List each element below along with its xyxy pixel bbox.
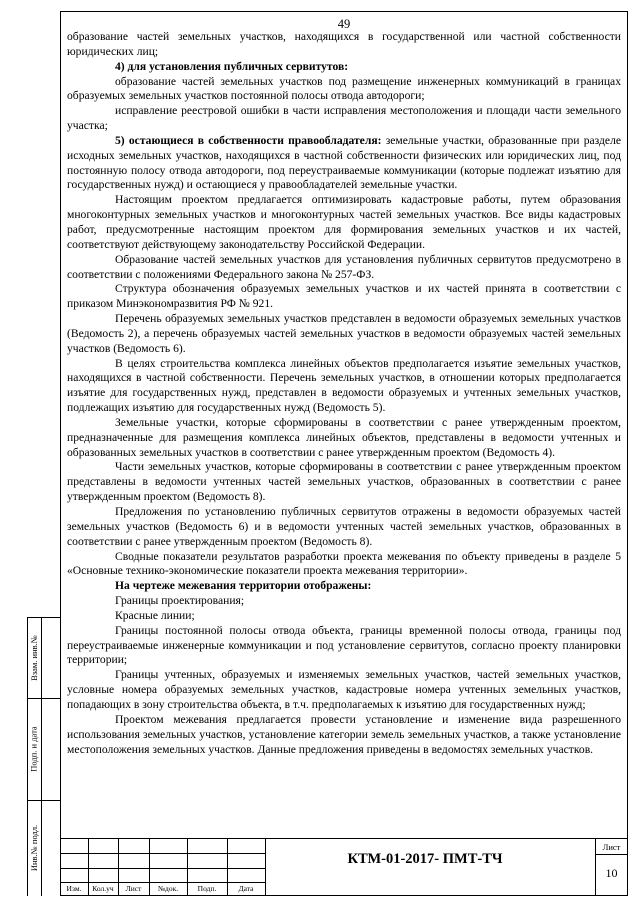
stamp-row-line-3	[60, 882, 265, 883]
document-body	[67, 30, 621, 757]
side-strip-border-mid	[41, 617, 42, 896]
paragraph: Предложения по установлению публичных сервитутов отражены в ведомости образуемых частей земельных участков (Ведомость 6) и в ведомости учтенных частей земельных участков, образованных в соответствии с ранее утвержденным проектом (Ведомость 8).	[67, 505, 621, 548]
paragraph: Красные линии;	[115, 608, 195, 622]
col-ndok: №док.	[157, 884, 179, 893]
col-izm: Изм.	[66, 884, 82, 893]
paragraph-text: земельные участки, образованные при разделе исходных земельных участков, находящихся в частной собственности физических или юридических лиц, под постоянную полосу отвода автодороги, под переустраиваемые коммуникации (которые подлежат изъятию для государственных нужд) и остающиеся у правообладателей земельные участки.	[67, 133, 622, 192]
paragraph: Сводные показатели результатов разработки проекта межевания по объекту приведены в разделе 5 «Основные технико-экономические показатели проекта межевания территории».	[67, 549, 621, 578]
paragraph-bold-prefix: 5) остающиеся в собственности правообладателя:	[115, 133, 382, 147]
stamp-top-line	[60, 838, 628, 839]
paragraph: Перечень образуемых земельных участков представлен в ведомости образуемых земельных участков (Ведомость 2), а перечень образуемых частей земельных участков в ведомости образуемых частей земельных участков (Ведомость 6).	[67, 312, 621, 355]
side-label-inv: Инв.№ подл.	[29, 824, 39, 872]
side-label-vzam: Взам. инв.№	[29, 634, 39, 681]
paragraph: Структура обозначения образуемых земельных участков и их частей принята в соответствии с приказом Минэкономразвития РФ № 921.	[67, 282, 621, 311]
paragraph: образование частей земельных участков под размещение инженерных коммуникаций в границах образуемых земельных участков постоянной полосы отвода автодороги;	[67, 74, 621, 103]
col-data: Дата	[238, 884, 254, 893]
paragraph: Границы проектирования;	[115, 594, 245, 608]
sheet-header: Лист	[602, 842, 621, 852]
side-stamp	[27, 617, 60, 896]
paragraph: Образование частей земельных участков для установления публичных сервитутов предусмотрено в соответствии с положениями Федерального закона № 257-ФЗ.	[67, 252, 621, 281]
stamp-row-line-2	[60, 868, 265, 869]
title-block	[60, 838, 628, 896]
sheet-number: 10	[605, 866, 618, 880]
paragraph	[67, 134, 621, 193]
col-list: Лист	[125, 884, 142, 893]
paragraph: образование частей земельных участков, находящихся в государственной или частной собственности юридических лиц;	[67, 30, 621, 58]
paragraph: Настоящим проектом предлагается оптимизировать кадастровые работы, путем образования многоконтурных земельных участков и многоконтурных частей земельных участков. Все виды кадастровых работ, предусмотренные настоящим проектом для формирования земельных участков и их частей, соответствуют действующему законодательству Российской Федерации.	[67, 193, 621, 251]
stamp-row-line-1	[60, 853, 265, 854]
paragraph: Границы постоянной полосы отвода объекта, границы временной полосы отвода, границы под переустраиваемые инженерные коммуникации и под установление сервитутов, согласно проекту планировки территории;	[67, 623, 621, 667]
paragraph: В целях строительства комплекса линейных объектов предполагается изъятие земельных участков, находящихся в частной собственности. Перечень земельных участков, в отношении которых предполагается изъятие для государственных нужд, представлен в ведомости образуемых и учтенных земельных участков, подлежащих изъятию для государственных нужд (Ведомость 5).	[67, 356, 621, 415]
paragraph: На чертеже межевания территории отображены:	[115, 579, 372, 593]
document-code: КТМ-01-2017- ПМТ-ТЧ	[347, 851, 503, 867]
page-number: 49	[337, 17, 351, 31]
paragraph: Проектом межевания предлагается провести установление и изменение вида разрешенного использования земельных участков, установление категории земель земельных участков, а также установление местоположения земельных участков. Данные предложения приведены в ведомостях земельных участков.	[67, 712, 621, 756]
col-koluch: Кол.уч	[92, 884, 114, 893]
stamp-sheet-line	[595, 854, 628, 855]
col-podp: Подп.	[197, 884, 217, 893]
paragraph: Земельные участки, которые сформированы в соответствии с ранее утвержденным проектом, предназначенные для размещения комплекса линейных объектов, представлены в ведомости учтенных и образованных земельных участков в соответствии с ранее утвержденным проектом (Ведомость 4).	[67, 415, 621, 459]
paragraph: исправление реестровой ошибки в части исправления местоположения и площади части земельного участка;	[67, 104, 621, 133]
side-label-podp: Подп. и дата	[29, 726, 40, 772]
paragraph: 4) для установления публичных сервитутов:	[115, 59, 349, 73]
paragraph: Границы учтенных, образуемых и изменяемых земельных участков, частей земельных участков, условные номера образуемых земельных участков, кадастровые номера учтенных земельных участков, попадающих в зону строительства объекта, в т.ч. предполагаемых к изъятию для государственных нужд;	[67, 668, 621, 711]
paragraph: Части земельных участков, которые сформированы в соответствии с ранее утвержденным проектом представлены в ведомости учтенных частей земельных участков, образованных в соответствии с ранее утвержденным проектом (Ведомость 8).	[67, 460, 621, 504]
